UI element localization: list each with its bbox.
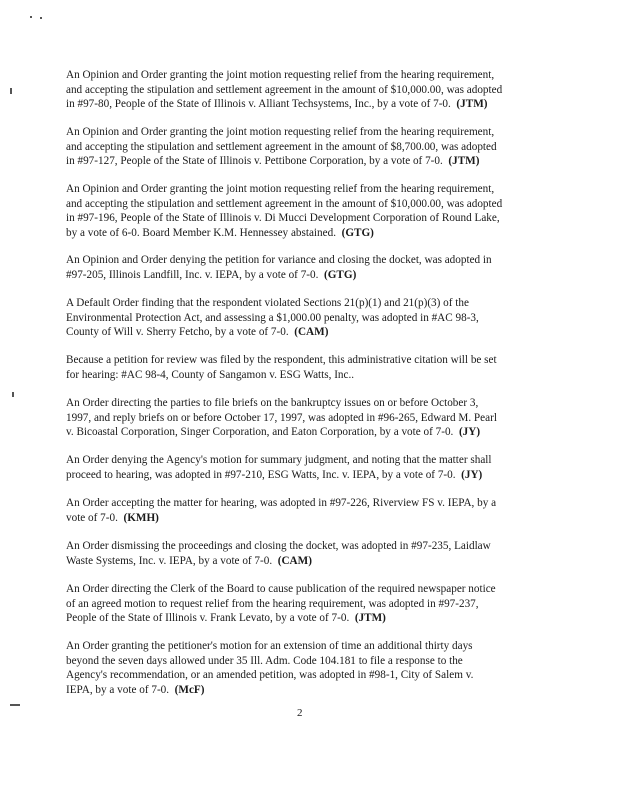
board-member-initials: (McF) [174,683,205,696]
paragraph-line: An Order directing the Clerk of the Board to cause publication of the required newspaper notice [66,583,496,595]
paragraph-line: and accepting the stipulation and settlement agreement in the amount of $8,700.00, was adopted [66,140,497,153]
paragraph-line: and accepting the stipulation and settlement agreement in the amount of $10,000.00, was adopted [66,197,503,210]
scan-speck [30,16,32,18]
line-text: Waste Systems, Inc. v. IEPA, by a vote of 7-0. [66,554,273,567]
board-member-initials: (CAM) [277,554,312,567]
paragraph-line: and accepting the stipulation and settlement agreement in the amount of $10,000.00, was adopted [66,83,503,96]
paragraph-line: for hearing: #AC 98-4, County of Sangamon v. ESG Watts, Inc.. [66,368,355,381]
paragraph-line: An Order accepting the matter for hearing, was adopted in #97-226, Riverview FS v. IEPA, by a [66,497,497,509]
paragraph-line: 1997, and reply briefs on or before October 17, 1997, was adopted in #96-265, Edward M. Pearl [66,411,497,424]
page-number: 2 [297,707,303,719]
paragraph-line: An Opinion and Order denying the petition for variance and closing the docket, was adopted in [66,254,492,266]
paragraph-line: beyond the seven days allowed under 35 Ill. Adm. Code 104.181 to file a response to the [66,654,463,667]
line-text: in #97-80, People of the State of Illinois v. Alliant Techsystems, Inc., by a vote of 7-0. [66,98,451,111]
board-member-initials: (JTM) [456,98,488,111]
paragraph-line [66,511,548,526]
paragraph-line [66,268,548,283]
minutes-paragraph [66,353,548,382]
minutes-paragraph [66,453,548,482]
paragraph-line [66,154,548,169]
paragraph-line: Environmental Protection Act, and assessing a $1,000.00 penalty, was adopted in #AC 98-3, [66,311,479,324]
minutes-paragraph [66,539,548,568]
paragraph-line: in #97-196, People of the State of Illinois v. Di Mucci Development Corporation of Round Lake, [66,212,500,225]
board-member-initials: (JTM) [354,612,386,625]
board-member-initials: (KMH) [123,511,159,524]
minutes-paragraph [66,296,548,340]
board-member-initials: (GTG) [341,226,374,239]
minutes-paragraph [66,396,548,440]
line-text: v. Bicoastal Corporation, Singer Corporation, and Eaton Corporation, by a vote of 7-0. [66,426,454,439]
paragraph-line [66,468,548,483]
board-member-initials: (JTM) [448,155,480,168]
line-text: proceed to hearing, was adopted in #97-210, ESG Watts, Inc. v. IEPA, by a vote of 7-0. [66,468,456,481]
paragraph-line: An Opinion and Order granting the joint motion requesting relief from the hearing requirement, [66,69,495,81]
paragraph-line [66,683,548,698]
minutes-paragraph [66,496,548,525]
line-text: by a vote of 6-0. Board Member K.M. Hennessey abstained. [66,226,336,239]
scan-speck [10,88,12,94]
paragraph-line: Because a petition for review was filed by the respondent, this administrative citation will be set [66,354,497,366]
minutes-paragraph [66,125,548,169]
board-member-initials: (JY) [458,426,481,439]
board-member-initials: (JY) [461,468,483,481]
line-text: IEPA, by a vote of 7-0. [66,683,170,696]
minutes-paragraph [66,639,548,697]
paragraph-line: An Opinion and Order granting the joint motion requesting relief from the hearing requirement, [66,183,495,195]
scan-speck [40,17,42,19]
scan-speck [10,704,20,706]
scan-speck [12,392,14,397]
line-text: People of the State of Illinois v. Frank Levato, by a vote of 7-0. [66,612,350,625]
paragraph-line [66,226,548,241]
paragraph-line [66,611,548,626]
line-text: vote of 7-0. [66,511,118,524]
paragraph-line: A Default Order finding that the respondent violated Sections 21(p)(1) and 21(p)(3) of the [66,297,469,309]
paragraph-line [66,554,548,569]
paragraph-line [66,425,548,440]
paragraph-line: An Order dismissing the proceedings and closing the docket, was adopted in #97-235, Laidlaw [66,540,491,552]
paragraph-line: An Order directing the parties to file briefs on the bankruptcy issues on or before October 3, [66,397,479,409]
paragraph-line [66,97,548,112]
paragraph-line: Agency's recommendation, or an amended petition, was adopted in #98-1, City of Salem v. [66,669,474,682]
board-member-initials: (CAM) [294,326,329,339]
paragraph-line: of an agreed motion to request relief from the hearing requirement, was adopted in #97-237, [66,597,479,610]
minutes-paragraph [66,68,548,112]
paragraph-line: An Order denying the Agency's motion for summary judgment, and noting that the matter shall [66,454,492,466]
minutes-paragraph [66,182,548,240]
paragraph-line: An Order granting the petitioner's motion for an extension of time an additional thirty days [66,640,473,652]
line-text: #97-205, Illinois Landfill, Inc. v. IEPA, by a vote of 7-0. [66,268,319,281]
paragraph-line [66,325,548,340]
line-text: County of Will v. Sherry Fetcho, by a vote of 7-0. [66,326,289,339]
board-member-initials: (GTG) [324,268,357,281]
paragraph-line: An Opinion and Order granting the joint motion requesting relief from the hearing requirement, [66,126,495,138]
minutes-paragraph [66,253,548,282]
line-text: in #97-127, People of the State of Illinois v. Pettibone Corporation, by a vote of 7-0. [66,155,443,168]
minutes-paragraph [66,582,548,626]
